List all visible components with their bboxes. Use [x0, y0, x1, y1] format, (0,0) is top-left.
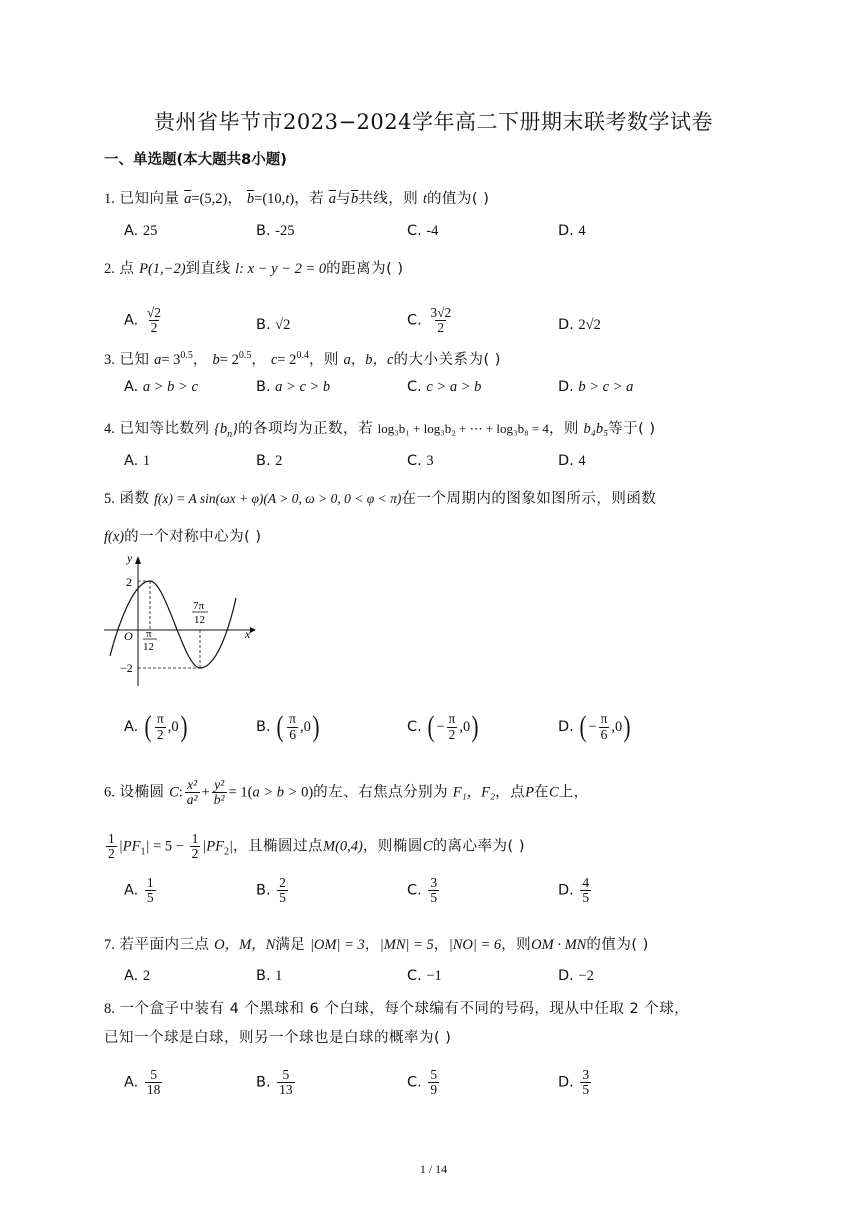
option-b[interactable]: B. -25 [256, 223, 295, 239]
ymax-label: 2 [126, 575, 132, 589]
option-c[interactable]: C. ( − $\frac{\pi}{2}$ ,0) [407, 710, 479, 743]
option-b[interactable]: B. 2 [256, 453, 283, 469]
option-d[interactable]: D. 4 [558, 453, 586, 469]
option-b[interactable]: B. a > c > b [256, 379, 331, 395]
option-c[interactable]: C. $\frac{3√2}{2}$ [407, 305, 452, 336]
option-b[interactable]: B. 1 [256, 968, 283, 984]
origin-label: O [124, 629, 133, 643]
page-title: 贵州省毕节市2023−2024学年高二下册期末联考数学试卷 [154, 110, 713, 134]
x2-num: 7π [193, 600, 205, 612]
option-a[interactable]: A. 25 [124, 223, 158, 239]
options-q5 [124, 704, 744, 746]
x-axis-label: x [245, 627, 251, 641]
option-d[interactable]: D. b > c > a [558, 379, 634, 395]
option-a[interactable]: A. ( $\frac{\pi}{2}$ ,0) [124, 710, 188, 743]
option-d[interactable]: D. 2√2 [558, 317, 601, 333]
options-q8 [124, 1062, 744, 1104]
page-number: 1 / 14 [419, 1162, 448, 1176]
option-c[interactable]: C. 3 [407, 453, 434, 469]
option-a[interactable]: A. a > b > c [124, 379, 198, 395]
question-2: 2. 点 P(1,−2)到直线 l: x − y − 2 = 0的距离为( ) [104, 261, 404, 277]
sine-graph-figure [100, 548, 260, 690]
option-a[interactable]: A. 1 [124, 453, 151, 469]
option-d[interactable]: D. −2 [558, 968, 594, 984]
y-axis-label: y [127, 551, 133, 565]
options-q7 [124, 965, 744, 995]
option-b[interactable]: B. ( $\frac{\pi}{6}$ ,0) [256, 710, 320, 743]
question-8: 8. 一个盒子中装有 4 个黑球和 6 个白球，每个球编有不同的号码，现从中任取 2 个球， [104, 1001, 690, 1017]
option-c[interactable]: C. −1 [407, 968, 442, 984]
question-4: 4. 已知等比数列 $\{b_n\}$的各项均为正数，若 log₃b₁ + log₃b₂ + ⋯ + log₃b₈ = 4，则 b₄b₅等于( ) [104, 421, 656, 440]
option-a[interactable]: A. $\frac{5}{18}$ [124, 1067, 161, 1098]
option-d[interactable]: D. ( − $\frac{\pi}{6}$ ,0) [558, 710, 631, 743]
options-q1 [124, 220, 744, 250]
option-d[interactable]: D. $\frac{4}{5}$ [558, 875, 590, 906]
options-q6 [124, 870, 744, 912]
option-d[interactable]: D. 4 [558, 223, 586, 239]
question-6-line2: $\frac{1}{2}$ $|PF_1| = 5$ − $\frac{1}{2}$ $|PF_2|$，且椭圆过点M(0,4)，则椭圆C的离心率为( ) [108, 831, 525, 862]
option-a[interactable]: A. $\frac{√2}{2}$ [124, 305, 162, 336]
option-c[interactable]: C. $\frac{3}{5}$ [407, 875, 438, 906]
question-7: 7. 若平面内三点 O，M，N满足 |OM| = 3，|MN| = 5，|NO| = 6，则OM · MN的值为( ) [104, 937, 649, 953]
option-b[interactable]: B. $\frac{5}{13}$ [256, 1067, 293, 1098]
options-q3 [124, 376, 744, 406]
section-heading: 一、单选题(本大题共8小题) [104, 152, 287, 168]
y-axis-arrow [135, 556, 141, 564]
question-5: 5. 函数 f(x) = A sin(ωx + φ)(A > 0, ω > 0, 0 < φ < π)在一个周期内的图象如图所示，则函数 [104, 491, 657, 507]
ymin-label: −2 [120, 661, 133, 675]
x1-num: π [146, 628, 152, 640]
option-a[interactable]: A. $\frac{1}{5}$ [124, 875, 154, 906]
x2-den: 12 [194, 614, 205, 626]
question-8-line2: 已知一个球是白球，则另一个球也是白球的概率为( ) [104, 1030, 452, 1046]
option-b[interactable]: B. √2 [256, 317, 291, 333]
options-q2 [124, 296, 744, 338]
question-5-line2: f(x)的一个对称中心为( ) [104, 529, 262, 545]
option-c[interactable]: C. $\frac{5}{9}$ [407, 1067, 438, 1098]
question-6: 6. 设椭圆 C: $\frac{\text{x²}}{\text{a²}}$ + $\frac{\text{y²}}{\text{b²}}$ = 1(a > b > 0)的左、右焦点分别为 F₁，F₂，点P在C上， [104, 777, 589, 808]
question-1: 1. 已知向量 $\overline{a}=(5,2)$， $\overline{b}=(10,t)$，若 $\overline{a}$与$\overline{b}$共线，则 t的值为( ) [104, 191, 490, 207]
option-b[interactable]: B. $\frac{2}{5}$ [256, 875, 286, 906]
x1-den: 12 [143, 641, 154, 653]
x-axis-arrow [250, 627, 256, 633]
sine-curve [110, 581, 236, 668]
option-c[interactable]: C. c > a > b [407, 379, 482, 395]
options-q4 [124, 450, 744, 480]
question-3: 3. 已知 $a= 3^{0.5}$， $b= 2^{0.5}$， $c= 2^{0.4}$，则 a，b，c的大小关系为( ) [104, 350, 501, 368]
option-d[interactable]: D. $\frac{3}{5}$ [558, 1067, 590, 1098]
option-a[interactable]: A. 2 [124, 968, 151, 984]
option-c[interactable]: C. -4 [407, 223, 439, 239]
